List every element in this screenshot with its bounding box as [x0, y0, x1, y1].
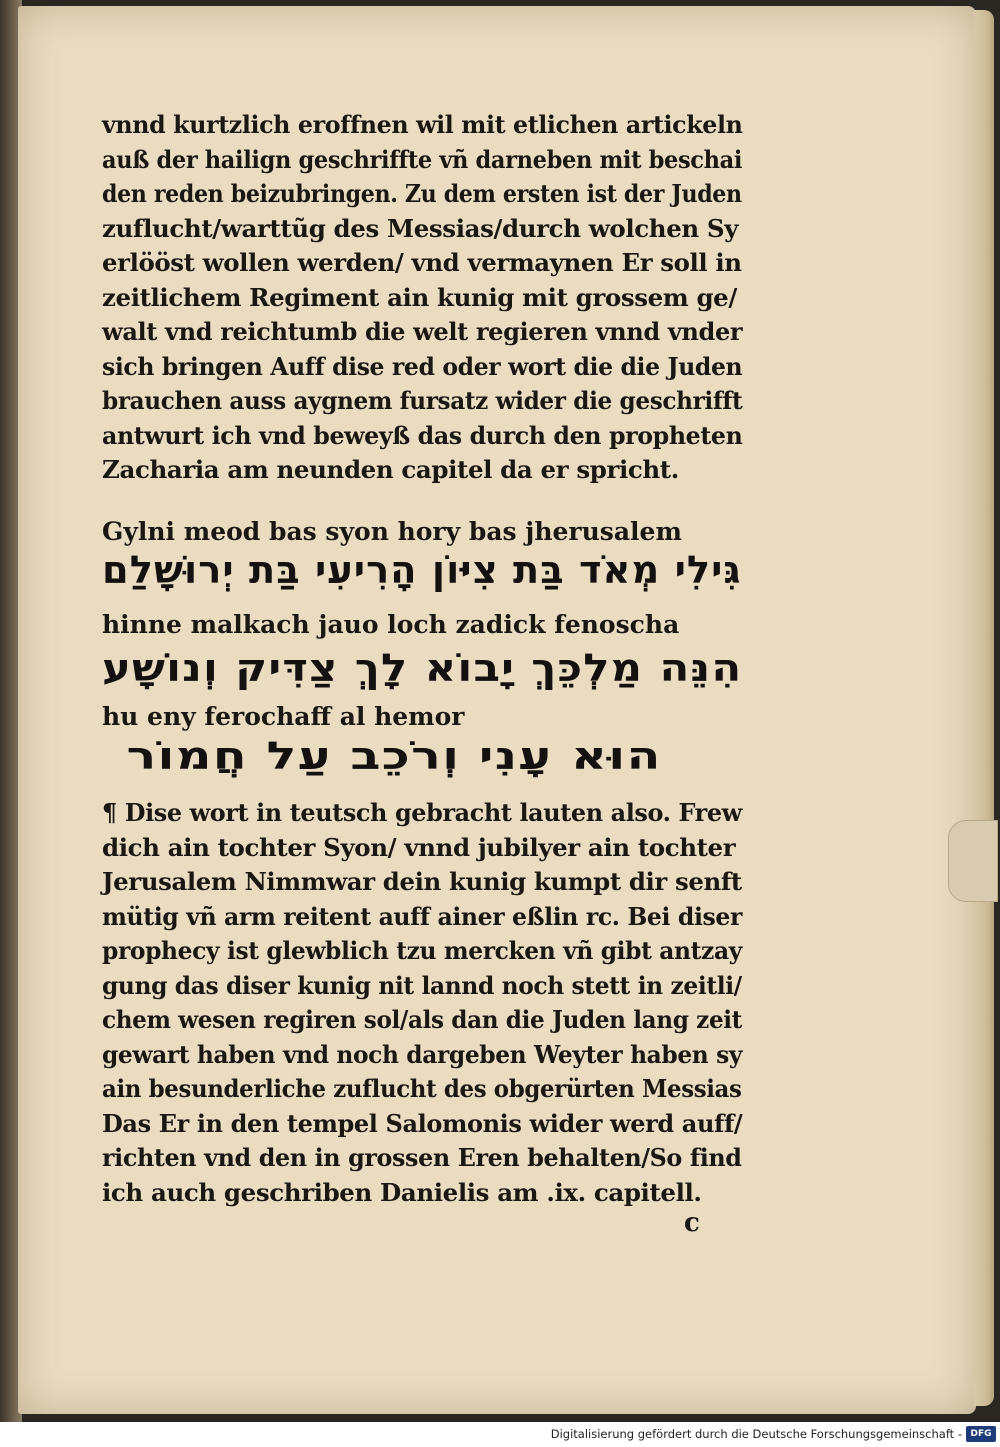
footer-bar	[0, 1422, 1000, 1447]
text-line: gung das diser kunig nit lannd noch stett in zeitli/	[102, 970, 742, 1000]
text-line: ich auch geschriben Danielis am .ix. capitell.	[102, 1177, 702, 1207]
text-line: sich bringen Auff dise red oder wort die die Juden	[102, 351, 743, 381]
text-line: auß der hailign geschriffte vñ darneben mit beschai	[102, 144, 743, 174]
text-line: antwurt ich vnd beweyß das durch den propheten	[102, 420, 743, 450]
funding-credit: Digitalisierung gefördert durch die Deutsche Forschungsgemeinschaft -	[550, 1427, 962, 1441]
page-edge	[974, 10, 994, 1406]
text-line: den reden beizubringen. Zu dem ersten ist der Juden	[102, 179, 742, 208]
signature-mark: c	[684, 1208, 700, 1238]
paragraph-2	[102, 796, 742, 1210]
text-line: ¶ Dise wort in teutsch gebracht lauten also. Frew	[102, 798, 742, 827]
hebrew-line-1: גִּילִי מְאֹד בַּת צִיּוֹן הָרִיעִי בַּת יְרוּשָׁלַם	[102, 548, 742, 592]
text-line: Zacharia am neunden capitel da er spricht.	[102, 455, 679, 484]
transliteration-line-3: hu eny ferochaff al hemor	[102, 702, 465, 731]
text-line: richten vnd den in grossen Eren behalten/So find	[102, 1143, 742, 1172]
page-tab	[948, 820, 998, 902]
text-line: erlööst wollen werden/ vnd vermaynen Er soll in	[102, 248, 742, 277]
text-line: dich ain tochter Syon/ vnnd jubilyer ain tochter	[102, 832, 736, 862]
text-line: Jerusalem Nimmwar dein kunig kumpt dir senft	[102, 867, 742, 896]
text-line: chem wesen regiren sol/als dan die Juden lang zeit	[102, 1005, 742, 1034]
text-line: vnnd kurtzlich eroffnen wil mit etlichen artickeln	[102, 110, 743, 139]
hebrew-line-3: הוּא עָנִי וְרֹכֵב עַל חֲמוֹר	[126, 734, 662, 778]
text-line: gewart haben vnd noch dargeben Weyter haben sy	[102, 1039, 743, 1069]
text-line: ain besunderliche zuflucht des obgerürten Messias	[102, 1074, 742, 1103]
text-line: zeitlichem Regiment ain kunig mit grossem ge/	[102, 282, 737, 312]
dfg-logo-icon: DFG	[966, 1426, 996, 1442]
text-line: Das Er in den tempel Salomonis wider werd auff/	[102, 1108, 743, 1138]
paragraph-1	[102, 108, 742, 488]
text-line: walt vnd reichtumb die welt regieren vnnd vnder	[102, 317, 743, 346]
hebrew-line-2: הִנֵּה מַלְכֵּךְ יָבוֹא לָךְ צַדִּיק וְנוֹשָׁע	[101, 646, 742, 690]
text-line: brauchen auss aygnem fursatz wider die geschrifft	[102, 386, 743, 415]
text-line: mütig vñ arm reitent auff ainer eßlin rc. Bei diser	[102, 901, 743, 931]
text-line: prophecy ist glewblich tzu mercken vñ gibt antzay	[102, 936, 742, 965]
transliteration-line-2: hinne malkach jauo loch zadick fenoscha	[102, 610, 680, 639]
transliteration-line-1: Gylni meod bas syon hory bas jherusalem	[102, 517, 682, 546]
text-line: zuflucht/warttũg des Messias/durch wolchen Sy	[102, 213, 739, 243]
